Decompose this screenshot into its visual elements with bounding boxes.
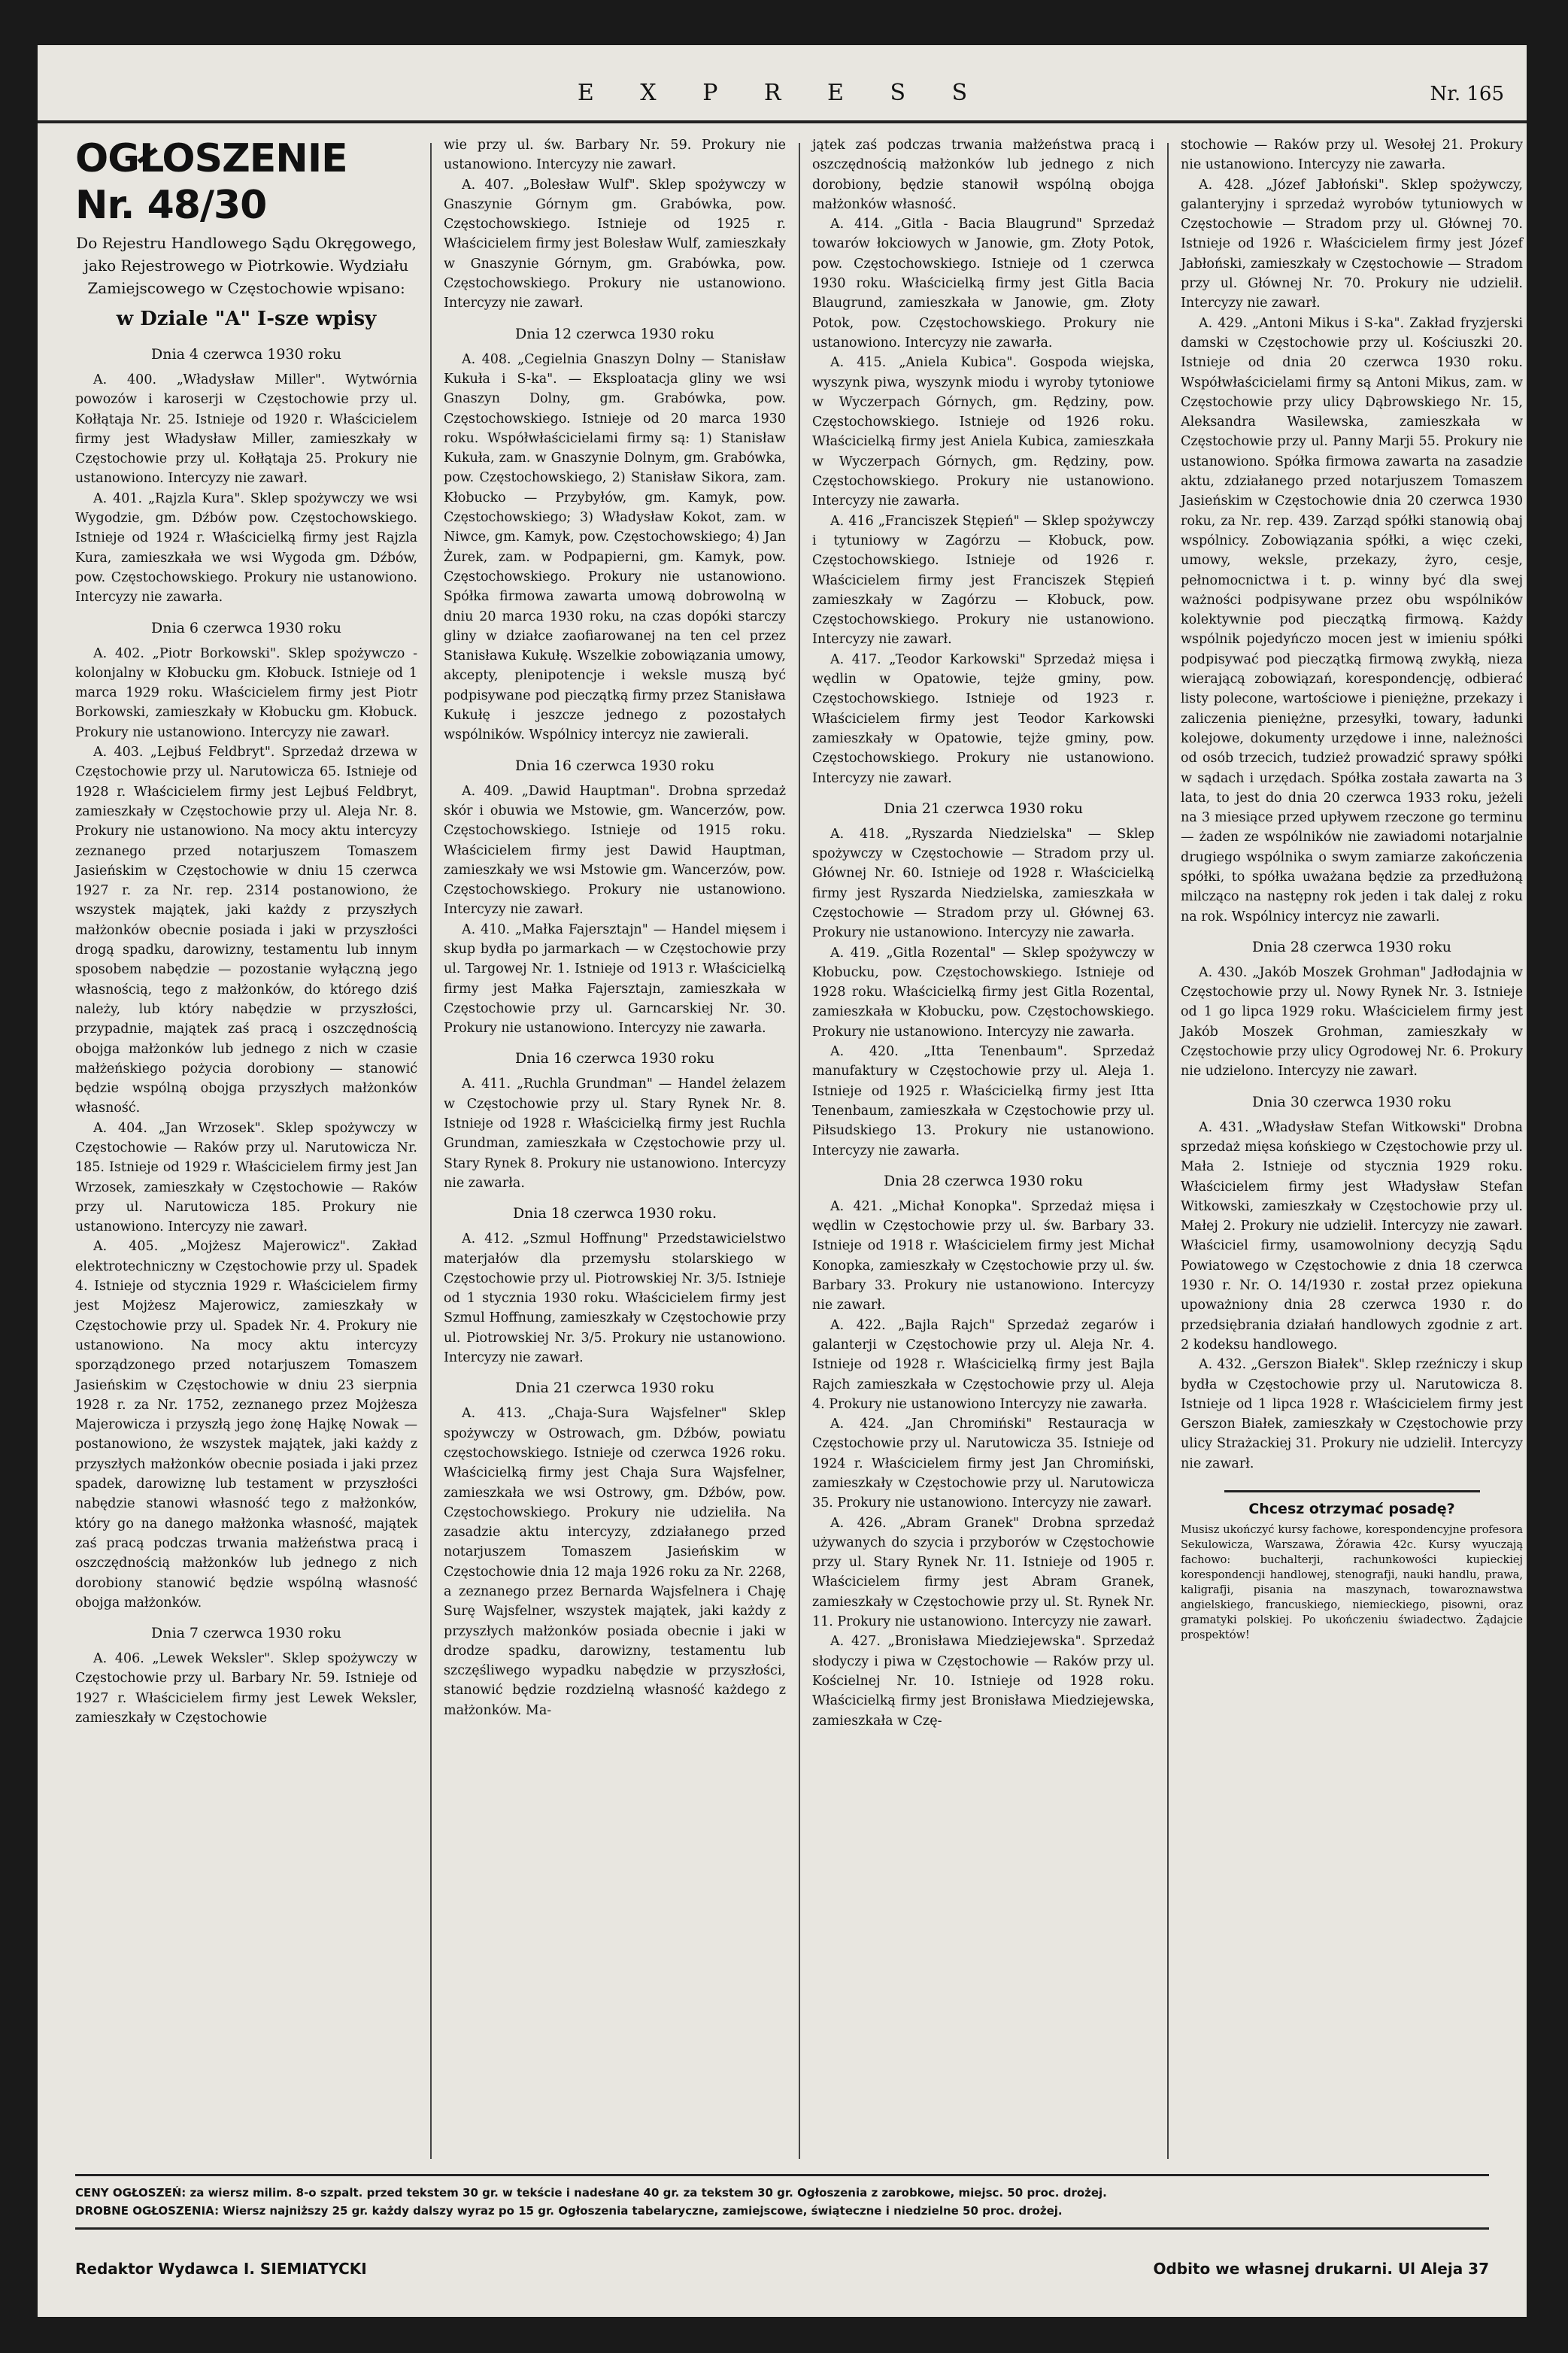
date-heading: Dnia 18 czerwca 1930 roku. (512, 1205, 717, 1222)
register-entry: A. 431. „Władysław Stefan Witkowski" Drobna sprzedaż mięsa końskiego w Częstochowie przy ul. Mała 2. Istnieje od stycznia 1929 roku. Właścicielem firmy jest Władysław Stefan Witkowski, zamieszkały w Częstochowie przy ul. Małej 2. Prokury nie udzielił. Intercyzy nie zawarł. Właściciel firmy, usamowolniony decyzją Sądu Powiatowego w Częstochowie z dnia 18 czerwca 1930 r. Nr. O. 14/1930 r. został przez opiekuna upoważniony dnia 28 czerwca 1930 r. do przedsiębrania działań handlowych zgodnie z art. 2 kodeksu handlowego. (1181, 1119, 1523, 1353)
imprint (75, 2257, 1489, 2287)
printer-line: Odbito we własnej drukarni. Ul Aleja 37 (1153, 2260, 1489, 2278)
date-heading: Dnia 28 czerwca 1930 roku (883, 1172, 1084, 1189)
ad-title: Chcesz otrzymać posadę? (1248, 1501, 1455, 1517)
register-entry: A. 401. „Rajzla Kura". Sklep spożywczy we wsi Wygodzie, gm. Dźbów pow. Częstochowskiego. Istnieje od 1924 r. Właścicielką firmy jest Rajzla Kura, zamieszkała we wsi Wygoda gm. Dźbów, pow. Częstochowskiego. Prokury nie ustanowiono. Intercyzy nie zawarła. (75, 490, 417, 606)
date-heading: Dnia 16 czerwca 1930 roku (514, 1050, 715, 1067)
date-heading: Dnia 12 czerwca 1930 roku (514, 325, 715, 342)
register-entry: A. 408. „Cegielnia Gnaszyn Dolny — Stanisław Kukuła i S-ka". — Eksploatacja gliny we wsi Gnaszyn Dolny, gm. Grabówka, pow. Częstochowskiego. Istnieje od 20 marca 1930 roku. Współwłaścicielami firmy są: 1) Stanisław Kukuła, zam. w Gnaszynie Dolnym, gm. Grabówka, pow. Częstochowskiego, 2) Stanisław Sikora, zam. Kłobucko — Przybyłów, gm. Kamyk, pow. Częstochowskiego; 3) Władysław Kokot, zam. w Niwce, gm. Kamyk, pow. Częstochowskiego; 4) Jan Żurek, zam. w Podpapierni, gm. Kamyk, pow. Częstochowskiego. Prokury nie ustanowiono. Spółka firmowa zawarta umową dobrowolną w dniu 20 marca 1930 roku, na czas dopóki starczy gliny w działce zaofiarowanej na ten cel przez Stanisława Kukułę. Wszelkie zobowiązania umowy, akcepty, plenipotencje i weksle muszą być podpisywane pod pieczątką firmy przez Stanisława Kukułę i jeszcze jednego z pozostałych wspólników. Wspólnicy intercyz nie zawierali. (444, 351, 786, 743)
column-1 (75, 135, 417, 1728)
editor-line: Redaktor Wydawca I. SIEMIATYCKI (75, 2260, 367, 2278)
column-4-entries (1181, 135, 1523, 1474)
register-entry: A. 405. „Mojżesz Majerowicz". Zakład elektrotechniczny w Częstochowie przy ul. Spadek 4. Istnieje od stycznia 1929 r. Właścicielem firmy jest Mojżesz Majerowicz, zamieszkały w Częstochowie przy ul. Spadek Nr. 4. Prokury nie ustanowiono. Na mocy aktu intercyzy sporządzonego przed notarjuszem Tomaszem Jasieńskim w Częstochowie w dniu 23 sierpnia 1928 r. za Nr. 1752, zeznanego przez Mojżesza Majerowicza i przyszłą jego żonę Hajkę Nowak — postanowiono, że wszystek majątek, jaki każdy z przyszłych małżonków obecnie posiada i jaki przez spadek, darowiznę lub testament w przyszłości nabędzie stanowi własność tego z małżonków, który go na danego małżonka własność, majątek zaś pracą podczas trwania małżeństwa pracą i oszczędnością małżonków lub jednego z nich dorobiony stanowić będzie wspólną własność obojga małżonków. (75, 1239, 417, 1611)
column-3-entries (812, 135, 1154, 1731)
register-entry: A. 416 „Franciszek Stępień" — Sklep spożywczy i tytuniowy w Zagórzu — Kłobuck, pow. Częstochowskiego. Istnieje od 1926 r. Właścicielem firmy jest Franciszek Stępień zamieszkały w Zagórzu — Kłobuck, pow. Częstochowskiego. Prokury nie ustanowiono. Intercyzy nie zawarł. (812, 513, 1154, 648)
ad-body: Musisz ukończyć kursy fachowe, korespondencyjne profesora Sekulowicza, Warszawa, Żórawia 42c. Kursy wyuczają fachowo: buchalterji, rachunkowości kupieckiej korespondencji handlowej, stenografji, nauki handlu, prawa, kaligrafji, pisania na maszynach, towaroznawstwa angielskiego, francuskiego, niemieckiego, pisowni, oraz gramatyki polskiej. Po ukończeniu świadectwo. Żądajcie prospektów! (1181, 1524, 1523, 1641)
column-2-entries (444, 135, 786, 1720)
announcement-subtitle: Do Rejestru Handlowego Sądu Okręgowego, jako Rejestrowego w Piotrkowie. Wydziału Zamiejscowego w Częstochowie wpisano: (76, 234, 417, 297)
date-heading: Dnia 28 czerwca 1930 roku (1251, 938, 1452, 955)
register-entry: A. 412. „Szmul Hoffnung" Przedstawicielstwo materjałów dla przemysłu stolarskiego w Częstochowie przy ul. Piotrowskiej Nr. 3/5. Istnieje od 1 stycznia 1930 roku. Właścicielem firmy jest Szmul Hoffnung, zamieszkały w Częstochowie przy ul. Piotrowskiej Nr. 3/5. Prokury nie ustanowiono. Intercyzy nie zawarł. (444, 1231, 786, 1366)
price-list (75, 2174, 1489, 2230)
register-entry: A. 403. „Lejbuś Feldbryt". Sprzedaż drzewa w Częstochowie przy ul. Narutowicza 65. Istnieje od 1928 r. Właścicielem firmy jest Lejbuś Feldbryt, zamieszkały w Częstochowie przy ul. Aleja Nr. 8. Prokury nie ustanowiono. Na mocy aktu intercyzy zeznanego przed notarjuszem Tomaszem Jasieńskim w Częstochowie w dniu 15 czerwca 1927 r. za Nr. rep. 2314 postanowiono, że wszystek majątek, jaki każdy z przyszłych małżonków obecnie posiada i jaki w przyszłości drogą spadku, darowizny, testamentu lub innym sposobem nabędzie — pozostanie wyłączną jego własnością, tego z małżonków, do którego dziś należy, lub który nabędzie w przyszłości, przypadnie, majątek zaś pracą i oszczędnością obojga małżonków lub jednego z nich w czasie małżeńskiego pożycia dorobiony — stanowić będzie wspólną obojga przyszłych małżonków własność. (75, 745, 417, 1116)
newspaper-page (38, 45, 1527, 2317)
column-divider (1167, 143, 1169, 2159)
column-2 (444, 135, 786, 1720)
register-entry-continued: stochowie — Raków przy ul. Wesołej 21. Prokury nie ustanowiono. Intercyzy nie zawarła. (1181, 138, 1523, 173)
register-entry: A. 422. „Bajla Rajch" Sprzedaż zegarów i galanterji w Częstochowie przy ul. Aleja Nr. 4. Istnieje od 1928 r. Właścicielką firmy jest Bajla Rajch zamieszkała w Częstochowie przy ul. Aleja 4. Prokury nie ustanowiono Intercyzy nie zawarła. (812, 1317, 1154, 1412)
register-entry: A. 432. „Gerszon Białek". Sklep rzeźniczy i skup bydła w Częstochowie przy ul. Narutowicza 8. Istnieje od 1 lipca 1928 r. Właścicielem firmy jest Gerszon Białek, zamieszkały w Częstochowie przy ulicy Strażackiej 31. Prokury nie udzielił. Intercyzy nie zawarł. (1181, 1357, 1523, 1471)
register-entry: A. 415. „Aniela Kubica". Gospoda wiejska, wyszynk piwa, wyszynk miodu i wyroby tytoniowe w Wyczerpach Górnych, gm. Rędziny, pow. Częstochowskiego. Istnieje od 1926 roku. Właścicielką firmy jest Aniela Kubica, zamieszkała w Wyczerpach Górnych, gm. Rędziny, pow. Częstochowskiego. Prokury nie ustanowiono. Intercyzy nie zawarła. (812, 355, 1154, 509)
price-line-main: CENY OGŁOSZEŃ: za wiersz milim. 8-o szpalt. przed tekstem 30 gr. w tekście i nadesłane 40 gr. za tekstem 30 gr. Ogłoszenia z zarobkowe, miejsc. 50 proc. drożej. (75, 2186, 1107, 2200)
section-heading: w Dziale "A" I-sze wpisy (116, 308, 377, 330)
register-entry: A. 410. „Małka Fajersztajn" — Handel mięsem i skup bydła po jarmarkach — w Częstochowie przy ul. Targowej Nr. 1. Istnieje od 1913 r. Właścicielką firmy jest Małka Fajersztajn, zamieszkała w Częstochowie przy ul. Garncarskiej Nr. 30. Prokury nie ustanowiono. Intercyzy nie zawarła. (444, 921, 786, 1037)
register-entry: A. 430. „Jakób Moszek Grohman" Jadłodajnia w Częstochowie przy ul. Nowy Rynek Nr. 3. Istnieje od 1 go lipca 1929 roku. Właścicielem firmy jest Jakób Moszek Grohman, zamieszkały w Częstochowie przy ulicy Ogrodowej Nr. 6. Prokury nie udzielono. Intercyzy nie zawarł. (1181, 964, 1523, 1079)
register-entry: A. 411. „Ruchla Grundman" — Handel żelazem w Częstochowie przy ul. Stary Rynek Nr. 8. Istnieje od 1928 r. Właścicielką firmy jest Ruchla Grundman, zamieszkała w Częstochowie przy ul. Stary Rynek 8. Prokury nie ustanowiono. Intercyzy nie zawarła. (444, 1076, 786, 1191)
register-entry: A. 406. „Lewek Weksler". Sklep spożywczy w Częstochowie przy ul. Barbary Nr. 59. Istnieje od 1927 r. Właścicielem firmy jest Lewek Weksler, zamieszkały w Częstochowie (75, 1651, 417, 1726)
date-heading: Dnia 30 czerwca 1930 roku (1251, 1093, 1452, 1110)
register-entry: A. 402. „Piotr Borkowski". Sklep spożywczo - kolonjalny w Kłobucku gm. Kłobuck. Istnieje od 1 marca 1929 roku. Właścicielem firmy jest Piotr Borkowski, zamieszkały w Kłobucku gm. Kłobuck. Prokury nie ustanowiono. Intercyzy nie zawarł. (75, 645, 417, 740)
register-entry: A. 409. „Dawid Hauptman". Drobna sprzedaż skór i obuwia we Mstowie, gm. Wancerzów, pow. Częstochowskiego. Istnieje od 1915 roku. Właścicielem firmy jest Dawid Hauptman, zamieszkały we wsi Mstowie gm. Wancerzów, pow. Częstochowskiego. Prokury nie ustanowiono. Intercyzy nie zawarł. (444, 783, 786, 918)
register-entry: A. 418. „Ryszarda Niedzielska" — Sklep spożywczy w Częstochowie — Stradom przy ul. Głównej Nr. 60. Istnieje od 1928 r. Właścicielką firmy jest Ryszarda Niedzielska, zamieszkała w Częstochowie — Stradom przy ul. Głównej 63. Prokury nie ustanowiono. Intercyzy nie zawarła. (812, 826, 1154, 941)
date-heading: Dnia 16 czerwca 1930 roku (514, 757, 715, 774)
column-3 (812, 135, 1154, 1731)
register-entry: A. 404. „Jan Wrzosek". Sklep spożywczy w Częstochowie — Raków przy ul. Narutowicza Nr. 185. Istnieje od 1929 r. Właścicielem firmy jest Jan Wrzosek, zamieszkały w Częstochowie — Raków przy ul. Narutowicza 185. Prokury nie ustanowiono. Intercyzy nie zawarł. (75, 1120, 417, 1235)
register-entry: A. 426. „Abram Granek" Drobna sprzedaż używanych do szycia i przyborów w Częstochowie przy ul. Stary Rynek Nr. 11. Istnieje od 1905 r. Właścicielem firmy jest Abram Granek, zamieszkały w Częstochowie przy ul. St. Rynek Nr. 11. Prokury nie ustanowiono. Intercyzy nie zawarł. (812, 1515, 1154, 1630)
announcement-title: OGŁOSZENIE Nr. 48/30 (75, 136, 347, 228)
column-divider (430, 143, 432, 2159)
register-entry: A. 419. „Gitla Rozental" — Sklep spożywczy w Kłobucku, pow. Częstochowskiego. Istnieje od 1928 roku. Właścicielką firmy jest Gitla Rozental, zamieszkała w Kłobucku, pow. Częstochowskiego. Prokury nie ustanowiono. Intercyzy nie zawarła. (812, 945, 1154, 1040)
ad-divider (1224, 1490, 1480, 1492)
date-heading: Dnia 21 czerwca 1930 roku (514, 1380, 715, 1397)
column-4 (1181, 135, 1523, 1643)
price-line-small: DROBNE OGŁOSZENIA: Wiersz najniższy 25 gr. każdy dalszy wyraz po 15 gr. Ogłoszenia tabelaryczne, zamiejscowe, świąteczne i niedzielne 50 proc. drożej. (75, 2204, 1063, 2218)
register-entry-continued: wie przy ul. św. Barbary Nr. 59. Prokury nie ustanowiono. Intercyzy nie zawarł. (444, 138, 786, 173)
register-entry-continued: jątek zaś podczas trwania małżeństwa pracą i oszczędnością małżonków lub jednego z nich dorobiony, będzie stanowił wspólną obojga małżonków własność. (812, 138, 1154, 212)
column-1-entries (75, 345, 417, 1728)
date-heading: Dnia 6 czerwca 1930 roku (151, 619, 341, 636)
register-entry: A. 407. „Bolesław Wulf". Sklep spożywczy w Gnaszynie Górnym gm. Grabówka, pow. Częstochowskiego. Istnieje od 1925 r. Właścicielem firmy jest Bolesław Wulf, zamieszkały w Gnaszynie Górnym, gm. Grabówka, pow. Częstochowskiego. Prokury nie ustanowiono. Intercyzy nie zawarł. (444, 177, 786, 311)
date-heading: Dnia 7 czerwca 1930 roku (151, 1625, 341, 1642)
register-entry: A. 428. „Józef Jabłoński". Sklep spożywczy, galanteryjny i sprzedaż wyrobów tytuniowych w Częstochowie — Stradom przy ul. Głównej 70. Istnieje od 1926 r. Właścicielem firmy jest Józef Jabłoński, zamieszkały w Częstochowie — Stradom przy ul. Głównej Nr. 70. Prokury nie udzielił. Intercyzy nie zawarł. (1181, 177, 1523, 311)
date-heading: Dnia 21 czerwca 1930 roku (883, 800, 1084, 817)
register-entry: A. 429. „Antoni Mikus i S-ka". Zakład fryzjerski damski w Częstochowie przy ul. Kościuszki 20. Istnieje od dnia 20 czerwca 1930 roku. Współwłaścicielami firmy są Antoni Mikus, zam. w Częstochowie przy ulicy Dąbrowskiego Nr. 15, Aleksandra Wasilewska, zamieszkała w Częstochowie przy ul. Panny Marji 55. Prokury nie ustanowiono. Spółka firmowa zawarta na zasadzie aktu, zdziałanego przed notarjuszem Tomaszem Jasieńskim w Częstochowie dnia 20 czerwca 1930 roku, za Nr. rep. 439. Zarząd spółki stanowią obaj wspólnicy. Zobowiązania spółki, a więc czeki, umowy, weksle, przekazy, żyro, cesje, pełnomocnictwa i t. p. winny być dla swej ważności podpisywane przez obu wspólników kolektywnie pod pieczątką firmową. Każdy wspólnik pojedyńczo mocen jest w imieniu spółki podpisywać pod pieczątką firmową zwykłą, nieza wierającą zobowiązań, korespondencję, odbierać listy polecone, wartościowe i pieniężne, przekazy i zaliczenia pieniężne, przesyłki, towary, ładunki kolejowe, dokumenty urzędowe i inne, należności od osób trzecich, tudzież prowadzić sprawy spółki w sądach i urzędach. Spółka została zawarta na 3 lata, to jest do dnia 20 czerwca 1933 roku, jeżeli na 3 miesiące przed upływem rzeczone go terminu — żaden ze wspólników nie zawiadomi notarjalnie drugiego wspólnika o swym zamiarze zakończenia spółki, to spółka uważana będzie za przedłużoną milcząco na następny rok jeden i tak dalej z roku na rok. Wspólnicy intercyz nie zawarli. (1181, 315, 1523, 925)
issue-number: Nr. 165 (1430, 83, 1504, 105)
register-entry: A. 414. „Gitla - Bacia Blaugrund" Sprzedaż towarów łokciowych w Janowie, gm. Złoty Potok, pow. Częstochowskiego. Istnieje od 1 czerwca 1930 roku. Właścicielką firmy jest Gitla Bacia Blaugrund, zamieszkała w Janowie, gm. Złoty Potok, pow. Częstochowskiego. Prokury nie ustanowiono. Intercyzy nie zawarła. (812, 217, 1154, 351)
register-entry: A. 427. „Bronisława Miedziejewska". Sprzedaż słodyczy i piwa w Częstochowie — Raków przy ul. Kościelnej Nr. 10. Istnieje od 1928 roku. Właścicielką firmy jest Bronisława Miedziejewska, zamieszkała w Czę- (812, 1634, 1154, 1729)
register-entry: A. 413. „Chaja-Sura Wajsfelner" Sklep spożywczy w Ostrowach, gm. Dźbów, powiatu częstochowskiego. Istnieje od czerwca 1926 roku. Właścicielką firmy jest Chaja Sura Wajsfelner, zamieszkała we wsi Ostrowy, gm. Dźbów, pow. Częstochowskiego. Prokury nie udzieliła. Na zasadzie aktu intercyzy, zdziałanego przed notarjuszem Tomaszem Jasieńskim w Częstochowie dnia 12 maja 1926 roku za Nr. 2268, a zeznanego przez Bernarda Wajsfelnera i Chaję Surę Wajsfelner, wszystek majątek, jaki każdy z przyszłych małżonków posiada obecnie i jaki w drodze spadku, darowizny, testamentu lub szczęśliwego wypadku nabędzie w przyszłości, stanowić będzie rozdzielną własność każdego z małżonków. Ma- (444, 1406, 786, 1718)
register-entry: A. 420. „Itta Tenenbaum". Sprzedaż manufaktury w Częstochowie przy ul. Aleja 1. Istnieje od 1925 r. Właścicielką firmy jest Itta Tenenbaum, zamieszkała w Częstochowie przy ul. Piłsudskiego 13. Prokury nie ustanowiono. Intercyzy nie zawarła. (812, 1044, 1154, 1158)
column-divider (799, 143, 800, 2159)
masthead (38, 75, 1527, 123)
register-entry: A. 424. „Jan Chromiński" Restauracja w Częstochowie przy ul. Narutowicza 35. Istnieje od 1924 r. Właścicielem firmy jest Jan Chromiński, zamieszkały w Częstochowie przy ul. Narutowicza 35. Prokury nie ustanowiono. Intercyzy nie zawarł. (812, 1416, 1154, 1511)
newspaper-name: E X P R E S S (577, 80, 987, 106)
date-heading: Dnia 4 czerwca 1930 roku (151, 346, 341, 363)
register-entry: A. 417. „Teodor Karkowski" Sprzedaż mięsa i wędlin w Opatowie, tejże gminy, pow. Częstochowskiego. Istnieje od 1923 r. Właścicielem firmy jest Teodor Karkowski zamieszkały w Opatowie, tejże gminy, pow. Częstochowskiego. Prokury nie ustanowiono. Intercyzy nie zawarł. (812, 651, 1154, 786)
register-entry: A. 400. „Władysław Miller". Wytwórnia powozów i karoserji w Częstochowie przy ul. Kołłątaja Nr. 25. Istnieje od 1920 r. Właścicielem firmy jest Władysław Miller, zamieszkały w Częstochowie przy ul. Kołłątaja 25. Prokury nie ustanowiono. Intercyzy nie zawarł. (75, 372, 417, 487)
register-entry: A. 421. „Michał Konopka". Sprzedaż mięsa i wędlin w Częstochowie przy ul. św. Barbary 33. Istnieje od 1918 r. Właścicielem firmy jest Michał Konopka, zamieszkały w Częstochowie przy ul. św. Barbary 33. Prokury nie ustanowiono. Intercyzy nie zawarł. (812, 1198, 1154, 1313)
